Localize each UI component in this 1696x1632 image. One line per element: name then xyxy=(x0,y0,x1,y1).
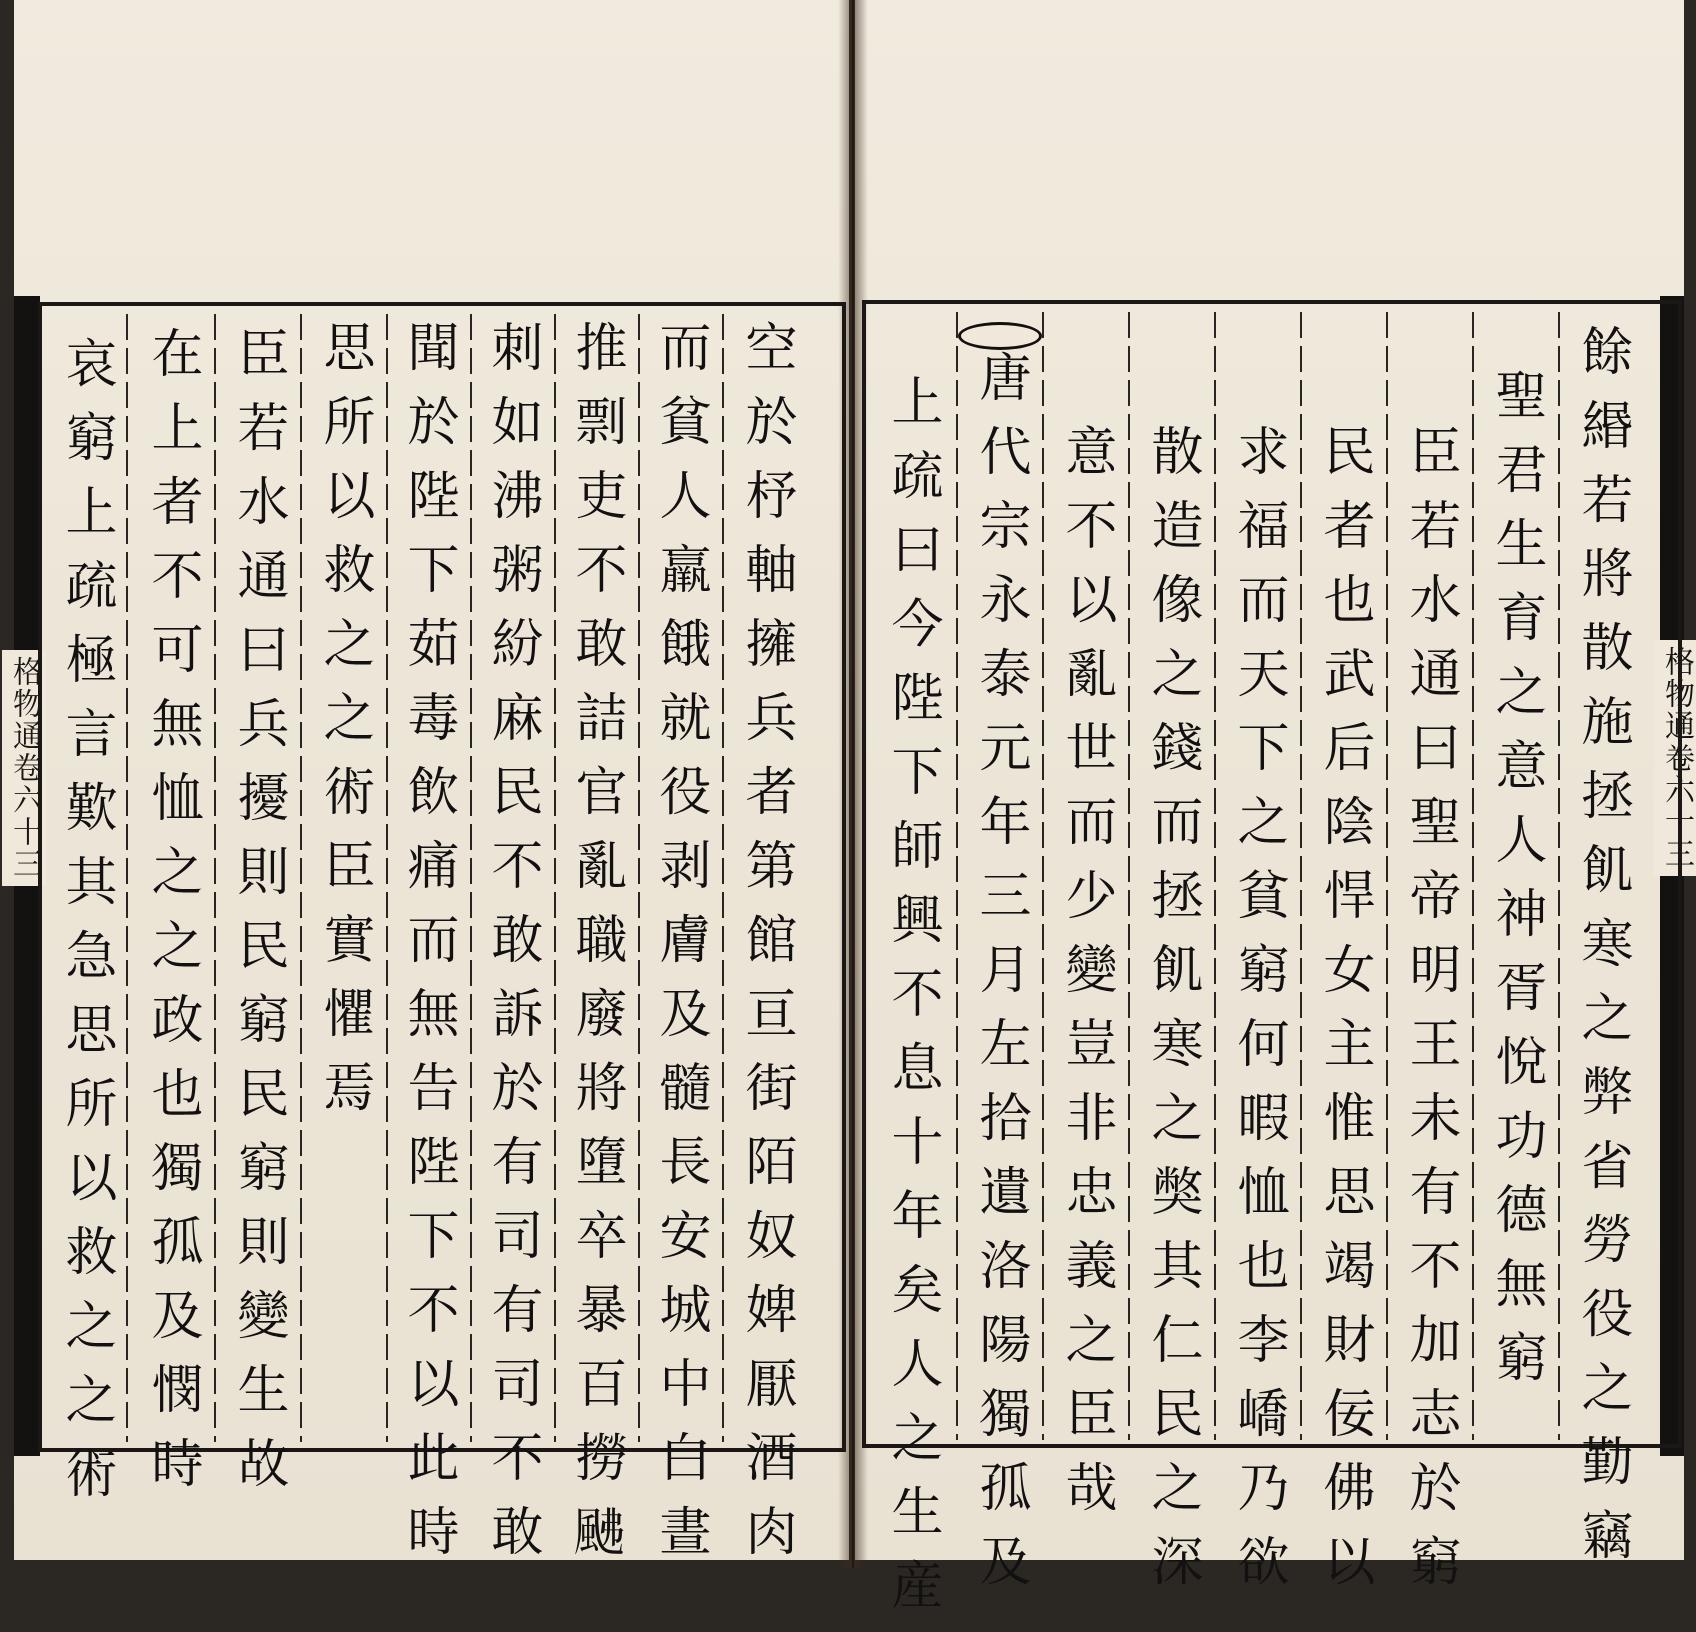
text-column xyxy=(638,320,722,1578)
column-text: 哀窮上疏極言歎其急思所以救之之術 xyxy=(56,336,116,1520)
column-text: 意不以亂世而少變豈非忠義之臣哉 xyxy=(1056,424,1116,1534)
text-column xyxy=(1216,424,1300,1608)
column-text: 而貧人羸餓就役剥膚及髓長安城中白晝 xyxy=(650,320,710,1578)
column-text: 上疏曰今陛下師興不息十年矣人之生産 xyxy=(882,374,942,1632)
text-column xyxy=(870,374,954,1632)
column-text: 臣若水通曰聖帝明王未有不加志於窮 xyxy=(1400,424,1460,1608)
left-text-frame xyxy=(38,302,846,1578)
text-column xyxy=(386,320,470,1578)
column-text: 餘緡若將散施拯飢寒之弊省勞役之勤竊 xyxy=(1572,324,1632,1582)
column-text: 求福而天下之貧窮何暇恤也李嶠乃欲 xyxy=(1228,424,1288,1608)
column-text: 在上者不可無恤之之政也獨孤及憫時 xyxy=(142,326,202,1510)
left-margin-title: 格物通卷六十三 xyxy=(2,650,46,886)
column-text: 思所以救之之術臣實懼焉 xyxy=(314,320,374,1134)
text-column xyxy=(302,320,386,1134)
column-text: 刺如沸粥紛麻民不敢訴於有司有司不敢 xyxy=(482,320,542,1578)
column-text: 民者也武后陰悍女主惟思竭財佞佛以 xyxy=(1314,424,1374,1608)
text-column xyxy=(130,326,214,1510)
column-text: 聖君生育之意人神胥悅功德無窮 xyxy=(1486,368,1546,1404)
text-column xyxy=(1560,324,1644,1582)
text-column xyxy=(958,314,1042,1608)
text-column xyxy=(44,336,128,1520)
column-text: 唐代宗永泰元年三月左拾遺洛陽獨孤及 xyxy=(970,350,1030,1608)
text-column xyxy=(554,320,638,1578)
section-circle-mark xyxy=(958,322,1042,350)
text-column xyxy=(216,326,300,1510)
text-column xyxy=(1474,368,1558,1404)
text-column xyxy=(470,320,554,1578)
column-text: 推剽吏不敢詰官亂職廢將墮卒暴百撈𩖼 xyxy=(566,320,626,1578)
column-text: 臣若水通曰兵擾則民窮民窮則變生故 xyxy=(228,326,288,1510)
text-column xyxy=(724,320,808,1578)
text-column xyxy=(1044,424,1128,1534)
column-text: 散造像之錢而拯飢寒之獘其仁民之深 xyxy=(1142,424,1202,1608)
text-column xyxy=(1130,424,1214,1608)
right-text-frame xyxy=(862,300,1682,1632)
right-margin-title: 格物通卷六十三 xyxy=(1654,640,1696,876)
column-text: 空於杼軸擁兵者第館亘街陌奴婢厭酒肉 xyxy=(736,320,796,1578)
text-column xyxy=(1388,424,1472,1608)
text-column xyxy=(1302,424,1386,1608)
column-text: 聞於陛下茹毒飲痛而無告陛下不以此時 xyxy=(398,320,458,1578)
